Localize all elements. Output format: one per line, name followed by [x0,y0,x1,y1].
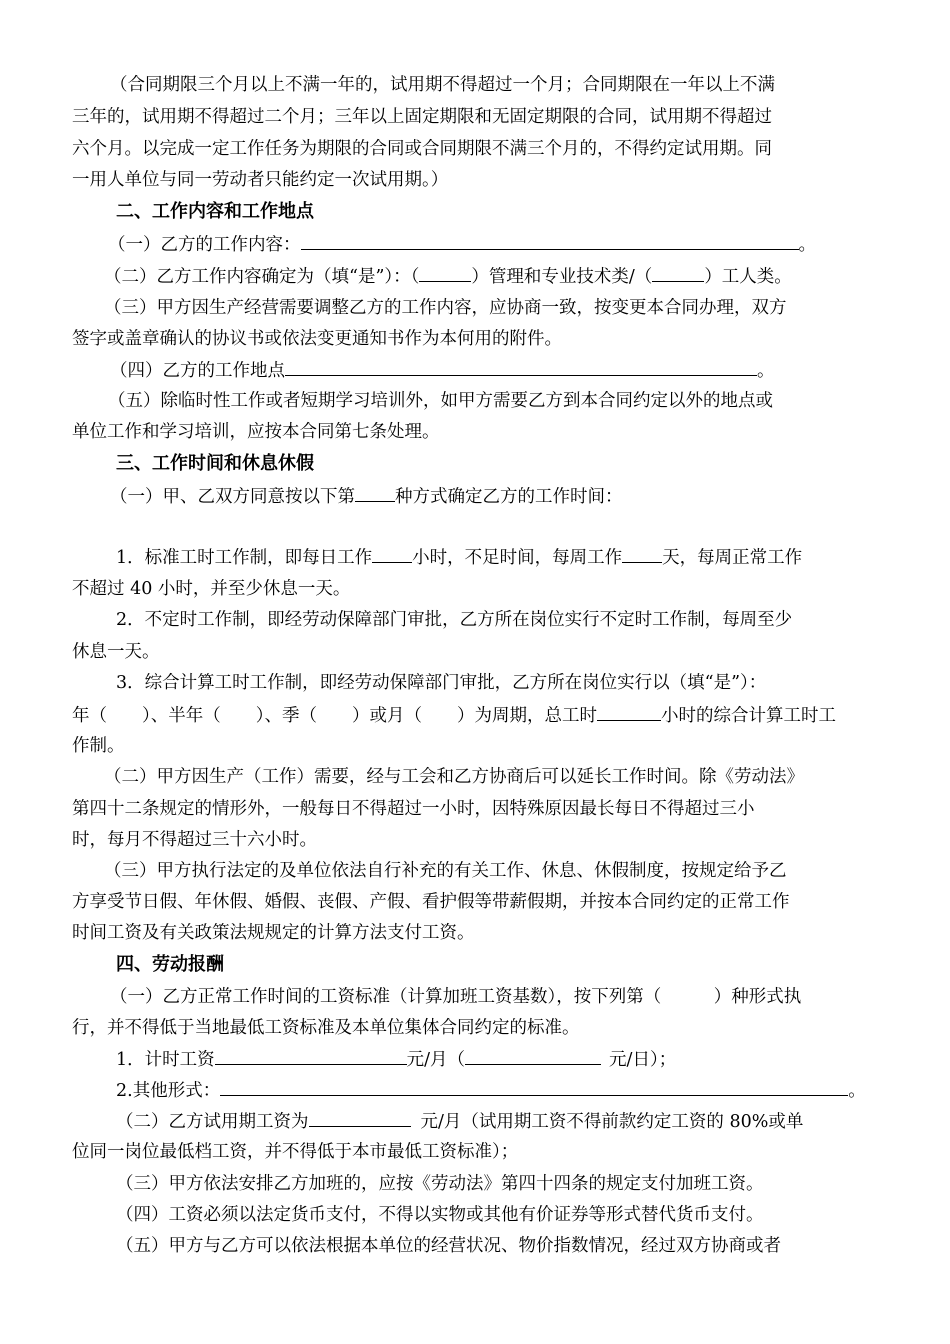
work-time-method-text-a: （一）甲、乙双方同意按以下第 [110,487,355,507]
leave-line-2: 方享受节日假、年休假、婚假、丧假、产假、看护假等带薪假期，并按本合同约定的正常工作 [72,892,790,912]
work-time-method-field[interactable] [355,483,395,502]
off-site-work-line-2: 单位工作和学习培训，应按本合同第七条处理。 [72,422,440,442]
weekly-days-field[interactable] [622,544,662,563]
wage-standard-line-2: 行，并不得低于当地最低工资标准及本单位集体合同约定的标准。 [72,1018,580,1038]
currency-payment-line: （四）工资必须以法定货币支付，不得以实物或其他有价证券等形式替代货币支付。 [116,1205,764,1225]
standard-hours-text-b: 小时，不足时间，每周工作 [412,548,623,568]
trial-wage-label: （二）乙方试用期工资为 [116,1112,309,1132]
work-location-label: （四）乙方的工作地点 [110,361,285,381]
job-category-text-b: ）管理和专业技术类/（ [471,267,653,287]
leave-line-3: 时间工资及有关政策法规规定的计算方法支付工资。 [72,923,475,943]
adjust-content-line-1: （三）甲方因生产经营需要调整乙方的工作内容，应协商一致，按变更本合同办理，双方 [104,298,787,318]
comprehensive-period-options: 年（ ）、半年（ ）、季（ ）或月（ ）为周期，总工时 [72,706,597,726]
hourly-wage-line [116,1046,676,1072]
section-4-heading: 四、劳动报酬 [116,954,224,975]
daily-hours-field[interactable] [372,544,412,563]
job-category-text-a: （二）乙方工作内容确定为（填“是”）：（ [104,267,420,287]
hourly-wage-text-c: 元/日）； [609,1050,677,1070]
trial-note-line-1: （合同期限三个月以上不满一年的，试用期不得超过一个月；合同期限在一年以上不满 [110,75,775,95]
other-form-label: 2.其他形式： [116,1081,221,1101]
comprehensive-hours-line-1: 3．综合计算工时工作制，即经劳动保障部门审批，乙方所在岗位实行以（填“是”）： [116,673,767,693]
section-2-heading: 二、工作内容和工作地点 [116,201,314,222]
overtime-line-2: 第四十二条规定的情形外，一般每日不得超过一小时，因特殊原因最长每日不得超过三小 [72,799,755,819]
other-form-line [116,1077,866,1103]
job-category-line [104,263,792,289]
work-location-line [110,357,775,383]
daily-wage-field[interactable] [465,1046,601,1065]
monthly-wage-field[interactable] [215,1046,407,1065]
standard-hours-text-a: 1．标准工时工作制，即每日工作 [116,548,373,568]
off-site-work-line-1: （五）除临时性工作或者短期学习培训外，如甲方需要乙方到本合同约定以外的地点或 [108,391,773,411]
wage-adjustment-line: （五）甲方与乙方可以依法根据本单位的经营状况、物价指数情况，经过双方协商或者 [116,1236,781,1256]
comprehensive-hours-line-2 [72,702,836,728]
period: 。 [798,235,816,255]
hourly-wage-text-b: 元/月（ [406,1050,466,1070]
standard-hours-line-2: 不超过 40 小时，并至少休息一天。 [72,579,351,599]
work-location-field[interactable] [285,357,757,376]
wage-standard-line-1: （一）乙方正常工作时间的工资标准（计算加班工资基数），按下列第（ ）种形式执 [110,987,802,1007]
overtime-line-3: 时，每月不得超过三十六小时。 [72,830,317,850]
trial-wage-text-b: 元/月（试用期工资不得前款约定工资的 80%或单 [420,1112,804,1132]
total-hours-field[interactable] [597,702,661,721]
work-content-line [108,231,816,257]
flexible-hours-line-2: 休息一天。 [72,642,160,662]
comprehensive-hours-line-3: 作制。 [72,736,125,756]
comprehensive-hours-text-c: 小时的综合计算工时工 [661,706,836,726]
trial-note-line-3: 六个月。以完成一定工作任务为期限的合同或合同期限不满三个月的，不得约定试用期。同 [72,139,772,159]
work-content-label: （一）乙方的工作内容： [108,235,301,255]
other-form-field[interactable] [220,1077,848,1096]
section-3-heading: 三、工作时间和休息休假 [116,453,314,474]
trial-wage-line-2: 位同一岗位最低档工资，并不得低于本市最低工资标准）； [72,1142,519,1162]
trial-wage-line-1 [116,1108,803,1134]
hourly-wage-label: 1．计时工资 [116,1050,215,1070]
period: 。 [757,361,775,381]
overtime-pay-line: （三）甲方依法安排乙方加班的，应按《劳动法》第四十四条的规定支付加班工资。 [116,1174,764,1194]
work-time-method-line [110,483,623,509]
trial-note-line-4: 一用人单位与同一劳动者只能约定一次试用期。） [72,170,449,190]
period: 。 [848,1081,866,1101]
trial-wage-field[interactable] [309,1108,411,1127]
job-category-text-c: ）工人类。 [704,267,792,287]
management-category-field[interactable] [419,263,471,282]
standard-hours-line [116,544,802,570]
adjust-content-line-2: 签字或盖章确认的协议书或依法变更通知书作为本何用的附件。 [72,329,562,349]
leave-line-1: （三）甲方执行法定的及单位依法自行补充的有关工作、休息、休假制度，按规定给予乙 [104,861,787,881]
overtime-line-1: （二）甲方因生产（工作）需要，经与工会和乙方协商后可以延长工作时间。除《劳动法》 [104,767,804,787]
standard-hours-text-c: 天，每周正常工作 [662,548,803,568]
worker-category-field[interactable] [652,263,704,282]
flexible-hours-line-1: 2．不定时工作制，即经劳动保障部门审批，乙方所在岗位实行不定时工作制，每周至少 [116,610,793,630]
work-time-method-text-b: 种方式确定乙方的工作时间： [395,487,623,507]
trial-note-line-2: 三年的，试用期不得超过二个月；三年以上固定期限和无固定期限的合同，试用期不得超过 [72,107,772,127]
work-content-field[interactable] [301,231,799,250]
